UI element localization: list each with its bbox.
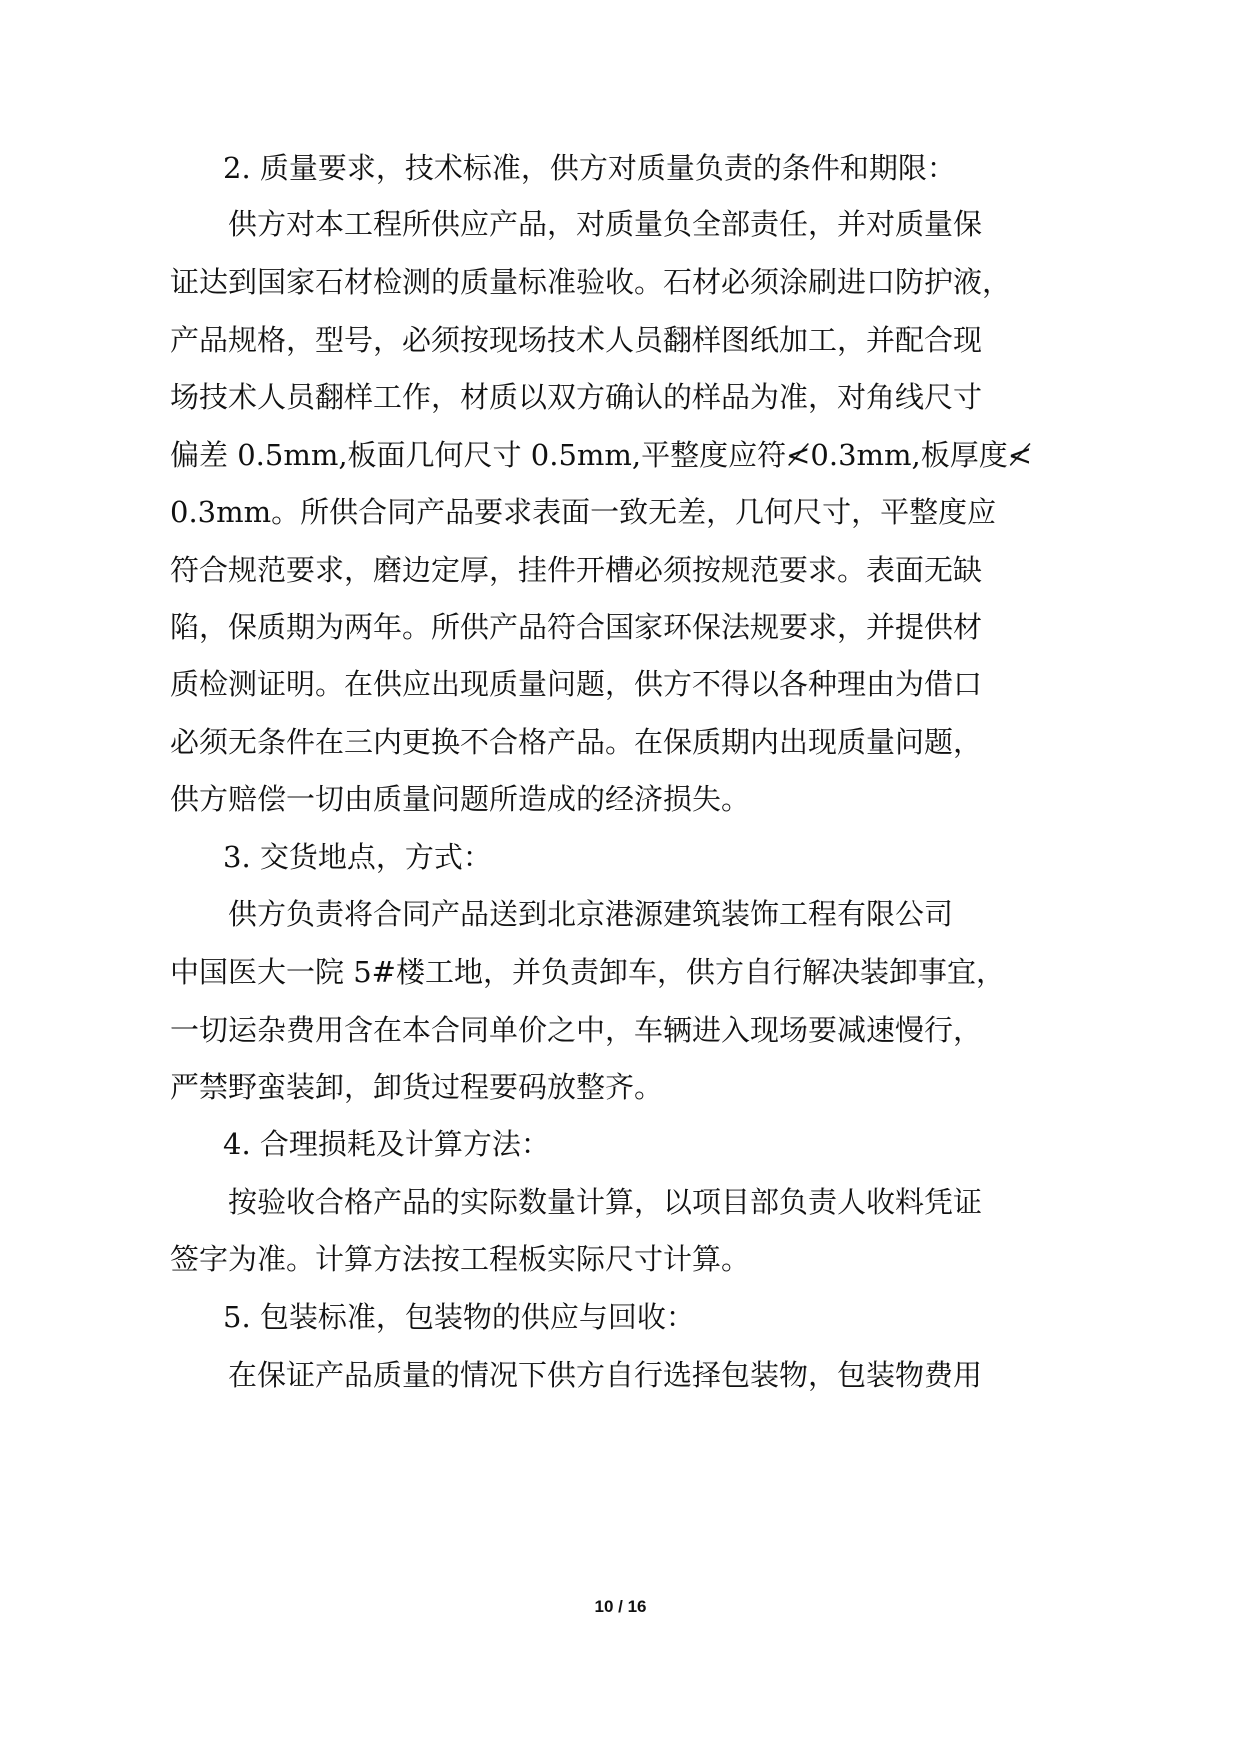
text-line: 符合规范要求，磨边定厚，挂件开槽必须按规范要求。表面无缺 [170,553,983,587]
text-line: 供方赔偿一切由质量问题所造成的经济损失。 [170,782,751,816]
text-line: 偏差 0.5mm,板面几何尺寸 0.5mm,平整度应符≮0.3mm,板厚度≮ [170,438,1033,472]
page-number: 10 / 16 [594,1597,647,1616]
text-line: 按验收合格产品的实际数量计算，以项目部负责人收料凭证 [228,1185,983,1219]
text-line: 中国医大一院 5#楼工地，并负责卸车，供方自行解决装卸事宜， [170,955,1005,989]
text-line: 签字为准。计算方法按工程板实际尺寸计算。 [170,1242,751,1276]
section-heading: 5. 包装标准，包装物的供应与回收： [223,1300,695,1334]
text-line: 证达到国家石材检测的质量标准验收。石材必须涂刷进口防护液， [170,265,1012,299]
text-line: 一切运杂费用含在本合同单价之中，车辆进入现场要减速慢行， [170,1013,983,1047]
text-line: 供方对本工程所供应产品，对质量负全部责任，并对质量保 [228,207,983,241]
section-heading: 4. 合理损耗及计算方法： [223,1127,550,1161]
text-line: 场技术人员翻样工作，材质以双方确认的样品为准，对角线尺寸 [170,380,983,414]
text-line: 严禁野蛮装卸，卸货过程要码放整齐。 [170,1070,664,1104]
text-line: 0.3mm。所供合同产品要求表面一致无差，几何尺寸，平整度应 [170,495,997,529]
text-line: 质检测证明。在供应出现质量问题，供方不得以各种理由为借口 [170,667,983,701]
text-line: 产品规格，型号，必须按现场技术人员翻样图纸加工，并配合现 [170,323,983,357]
text-line: 供方负责将合同产品送到北京港源建筑装饰工程有限公司 [228,897,954,931]
text-line: 在保证产品质量的情况下供方自行选择包装物，包装物费用 [228,1358,983,1392]
text-line: 2. 质量要求，技术标准，供方对质量负责的条件和期限： [223,151,956,185]
section-heading: 3. 交货地点，方式： [223,840,492,874]
text-line: 必须无条件在三内更换不合格产品。在保质期内出现质量问题， [170,725,983,759]
text-line: 陷，保质期为两年。所供产品符合国家环保法规要求，并提供材 [170,610,983,644]
